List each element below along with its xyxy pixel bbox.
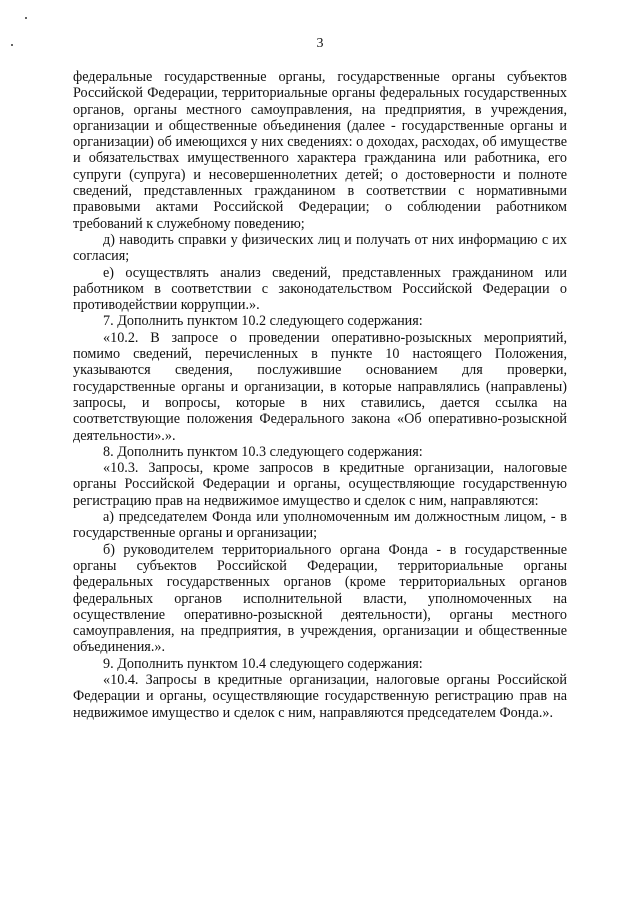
paragraph: федеральные государственные органы, государственные органы субъектов Российской Федерации, территориальные органы федеральных государственных органов, органы местного самоуправления, на предприятия, в учреждения, организации и общественные объединения (далее - государственные органы и организации) об имеющихся у них сведениях: о доходах, расходах, об имуществе и обязательствах имущественного характера гражданина или работника, его супруги (супруга) и несовершеннолетних детей; о достоверности и полноте сведений, представленных гражданином в соответствии с нормативными правовыми актами Российской Федерации; о соблюдении работником требований к служебному поведению; bbox=[73, 69, 567, 232]
paragraph: д) наводить справки у физических лиц и получать от них информацию с их согласия; bbox=[73, 231, 567, 265]
scan-artifact-dot bbox=[25, 17, 27, 19]
paragraph: 8. Дополнить пунктом 10.3 следующего содержания: bbox=[103, 443, 423, 460]
page-number: 3 bbox=[316, 36, 324, 51]
paragraph: е) осуществлять анализ сведений, представленных гражданином или работником в соответствии с законодательством Российской Федерации о противодействии коррупции.». bbox=[73, 264, 567, 314]
paragraph: 7. Дополнить пунктом 10.2 следующего содержания: bbox=[103, 313, 423, 330]
paragraph: «10.4. Запросы в кредитные организации, налоговые органы Российской Федерации и органы, осуществляющие государственную регистрацию прав на недвижимое имущество и сделок с ним, направляются председателем Фонда.». bbox=[73, 671, 567, 721]
paragraph: а) председателем Фонда или уполномоченным им должностным лицом, - в государственные органы и организации; bbox=[73, 509, 567, 542]
paragraph: «10.2. В запросе о проведении оперативно-розыскных мероприятий, помимо сведений, перечисленных в пункте 10 настоящего Положения, указываются сведения, послужившие основанием для проверки, государственные органы и организации, в которые направлялись (направлены) запросы, и вопросы, которые в них ставились, дается ссылка на соответствующие положения Федерального закона «Об оперативно-розыскной деятельности».». bbox=[73, 329, 567, 444]
document-body bbox=[73, 69, 567, 721]
paragraph: б) руководителем территориального органа Фонда - в государственные органы субъектов Российской Федерации, территориальные органы федеральных государственных органов (кроме территориальных органов федеральных органов исполнительной власти, уполномоченных на осуществление оперативно-розыскной деятельности), органы местного самоуправления, на предприятия, в учреждения, организации и общественные объединения.». bbox=[73, 541, 567, 656]
paragraph: «10.3. Запросы, кроме запросов в кредитные организации, налоговые органы Российской Федерации и органы, осуществляющие государственную регистрацию прав на недвижимое имущество и сделок с ним, направляются: bbox=[73, 460, 567, 509]
paragraph: 9. Дополнить пунктом 10.4 следующего содержания: bbox=[103, 655, 423, 672]
